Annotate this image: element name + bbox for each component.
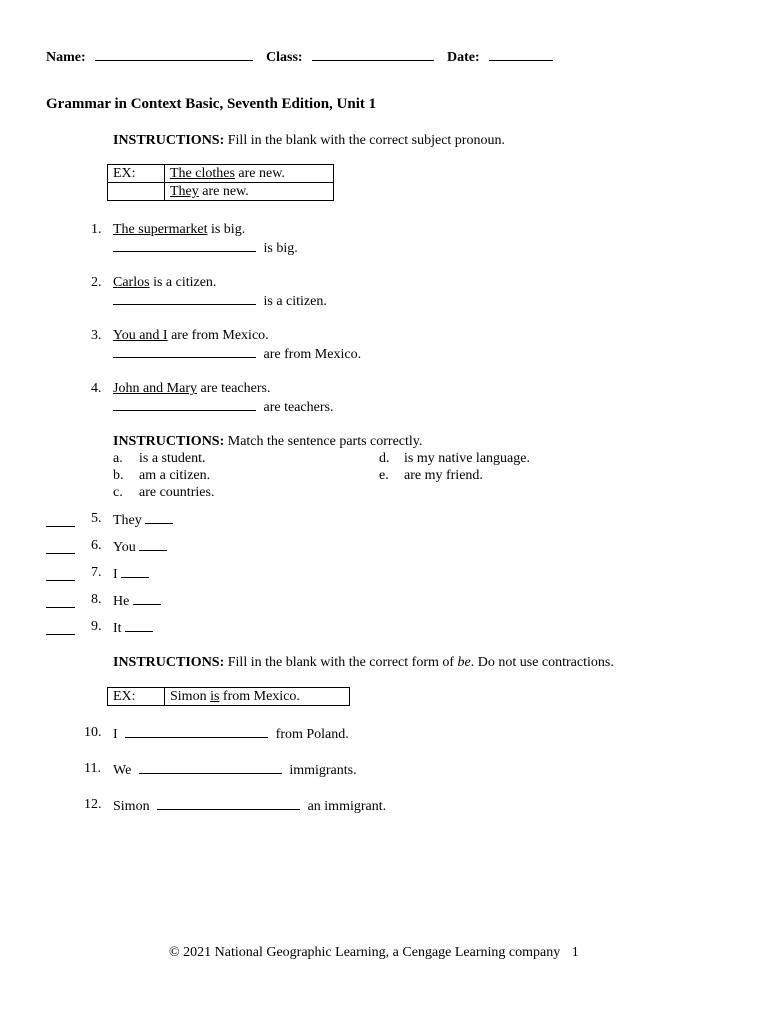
answer-blank[interactable] bbox=[125, 724, 268, 738]
instructions-text: Fill in the blank with the correct form of be. Do not use contractions. bbox=[227, 655, 614, 670]
date-row bbox=[447, 47, 553, 66]
name-label: Name: bbox=[46, 50, 86, 65]
item-number: 5. bbox=[91, 511, 102, 526]
option-e: e. are my friend. bbox=[379, 468, 483, 483]
sentence-blank bbox=[145, 510, 173, 524]
option-c: c. are countries. bbox=[113, 485, 215, 500]
sentence-blank bbox=[125, 618, 153, 632]
instructions-label: INSTRUCTIONS: bbox=[113, 434, 225, 449]
item-number: 10. bbox=[84, 725, 102, 740]
example-sentence: Simon is from Mexico. bbox=[165, 688, 350, 706]
match-answer-blank[interactable] bbox=[46, 540, 75, 554]
instructions-text: Match the sentence parts correctly. bbox=[227, 434, 423, 449]
sentence-blank bbox=[139, 537, 167, 551]
option-a: a. is a student. bbox=[113, 451, 206, 466]
item-sentence: John and Mary are teachers. bbox=[113, 381, 271, 396]
item-sentence: Simon an immigrant. bbox=[113, 796, 386, 815]
page-number: 1 bbox=[571, 945, 579, 960]
answer-blank[interactable] bbox=[157, 796, 300, 810]
instructions-label: INSTRUCTIONS: bbox=[113, 133, 225, 148]
item-number: 2. bbox=[91, 275, 102, 290]
example-empty-cell bbox=[108, 183, 165, 201]
option-b: b. am a citizen. bbox=[113, 468, 211, 483]
item-number: 1. bbox=[91, 222, 102, 237]
class-label: Class: bbox=[266, 50, 303, 65]
item-number: 8. bbox=[91, 592, 102, 607]
example-label: EX: bbox=[108, 165, 165, 183]
example-table-2 bbox=[107, 687, 350, 706]
match-answer-blank[interactable] bbox=[46, 594, 75, 608]
answer-blank[interactable] bbox=[113, 344, 256, 358]
section2-instructions bbox=[113, 433, 422, 450]
example-answer: They are new. bbox=[165, 183, 334, 201]
item-sentence: You bbox=[113, 537, 167, 556]
item-sentence: He bbox=[113, 591, 161, 610]
answer-blank[interactable] bbox=[113, 291, 256, 305]
answer-blank[interactable] bbox=[139, 760, 282, 774]
footer bbox=[169, 944, 579, 961]
item-answer-line: are teachers. bbox=[113, 397, 333, 416]
item-number: 9. bbox=[91, 619, 102, 634]
item-answer-line: is big. bbox=[113, 238, 298, 257]
item-answer-line: are from Mexico. bbox=[113, 344, 361, 363]
answer-blank[interactable] bbox=[113, 238, 256, 252]
date-label: Date: bbox=[447, 50, 480, 65]
instructions-text: Fill in the blank with the correct subject pronoun. bbox=[227, 133, 505, 148]
example-sentence: The clothes are new. bbox=[165, 165, 334, 183]
instructions-label: INSTRUCTIONS: bbox=[113, 655, 225, 670]
item-sentence: It bbox=[113, 618, 153, 637]
header-row bbox=[46, 47, 253, 66]
date-field[interactable] bbox=[489, 47, 553, 61]
match-answer-blank[interactable] bbox=[46, 621, 75, 635]
section1-instructions bbox=[113, 132, 505, 149]
example-table-1 bbox=[107, 164, 334, 201]
copyright-text: © 2021 National Geographic Learning, a Cengage Learning company bbox=[169, 945, 561, 960]
example-label: EX: bbox=[108, 688, 165, 706]
answer-blank[interactable] bbox=[113, 397, 256, 411]
item-sentence: Carlos is a citizen. bbox=[113, 275, 217, 290]
sentence-blank bbox=[121, 564, 149, 578]
item-number: 11. bbox=[84, 761, 101, 776]
section3-instructions bbox=[113, 654, 614, 671]
item-number: 3. bbox=[91, 328, 102, 343]
option-d: d. is my native language. bbox=[379, 451, 530, 466]
item-sentence: The supermarket is big. bbox=[113, 222, 246, 237]
item-number: 7. bbox=[91, 565, 102, 580]
class-row bbox=[266, 47, 434, 66]
item-sentence: I from Poland. bbox=[113, 724, 349, 743]
page-title: Grammar in Context Basic, Seventh Edition, Unit 1 bbox=[46, 96, 377, 112]
item-number: 12. bbox=[84, 797, 102, 812]
name-field[interactable] bbox=[95, 47, 253, 61]
sentence-blank bbox=[133, 591, 161, 605]
item-sentence: You and I are from Mexico. bbox=[113, 328, 269, 343]
item-sentence: I bbox=[113, 564, 149, 583]
match-answer-blank[interactable] bbox=[46, 567, 75, 581]
class-field[interactable] bbox=[312, 47, 434, 61]
item-sentence: They bbox=[113, 510, 173, 529]
item-sentence: We immigrants. bbox=[113, 760, 357, 779]
item-number: 4. bbox=[91, 381, 102, 396]
item-answer-line: is a citizen. bbox=[113, 291, 327, 310]
match-answer-blank[interactable] bbox=[46, 513, 75, 527]
item-number: 6. bbox=[91, 538, 102, 553]
